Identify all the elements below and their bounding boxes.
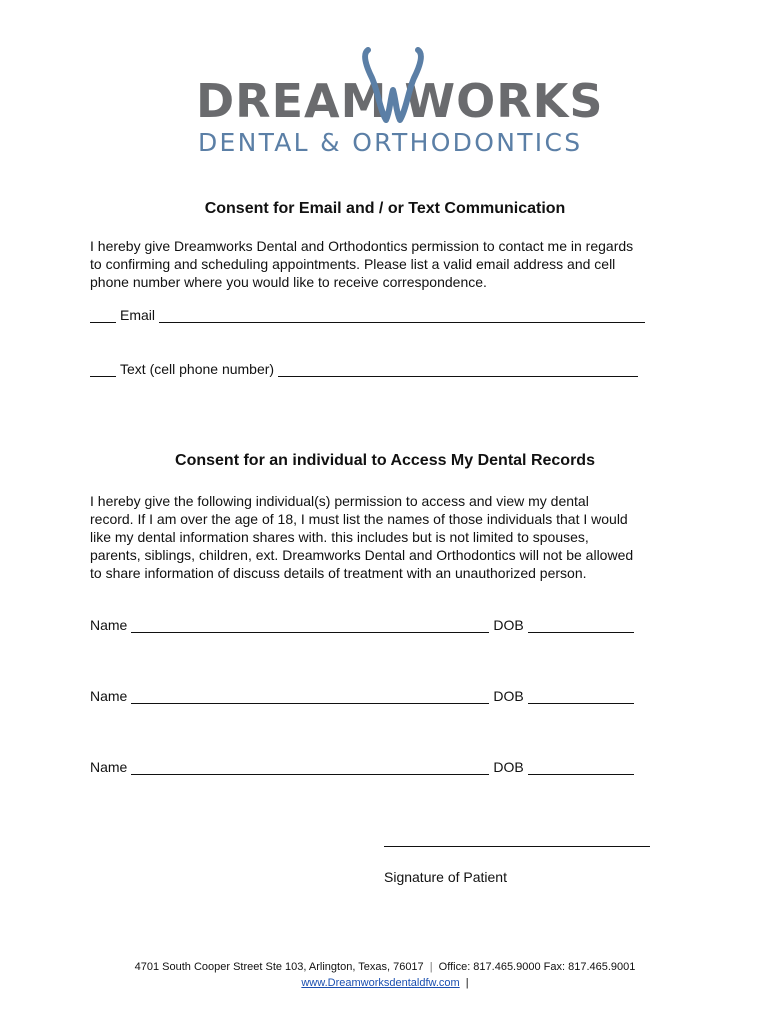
footer-address-line — [0, 961, 770, 973]
dob-label: DOB — [493, 688, 524, 704]
email-checkbox-blank[interactable] — [90, 308, 116, 323]
logo-wordmark: DREAM WORKS — [196, 74, 604, 128]
tooth-icon — [360, 44, 426, 124]
website-link[interactable]: www.Dreamworksdentaldfw.com — [301, 977, 460, 989]
signature-line[interactable] — [384, 846, 650, 847]
name-field[interactable] — [131, 689, 489, 704]
footer-trailing-separator: | — [465, 977, 469, 989]
email-row — [90, 307, 649, 323]
section2-line: parents, siblings, children, ext. Dreamworks Dental and Orthodontics will not be allowed — [90, 547, 634, 563]
logo-tagline: DENTAL & ORTHODONTICS — [198, 128, 583, 157]
section2-line: record. If I am over the age of 18, I must list the names of those individuals that I would — [90, 511, 628, 527]
email-label: Email — [120, 307, 156, 323]
dob-field[interactable] — [528, 618, 634, 633]
email-field[interactable] — [159, 308, 645, 323]
section2-line: to share information of discuss details of treatment with an unauthorized person. — [90, 565, 587, 581]
text-checkbox-blank[interactable] — [90, 362, 116, 377]
name-label: Name — [90, 759, 128, 775]
cell-phone-field[interactable] — [278, 362, 638, 377]
company-logo — [190, 40, 604, 160]
section2-line: like my dental information shares with. this includes but is not limited to spouses, — [90, 529, 589, 545]
name-label: Name — [90, 688, 128, 704]
footer-separator: | — [429, 961, 433, 973]
name-field[interactable] — [131, 760, 489, 775]
text-row — [90, 361, 642, 377]
footer-address: 4701 South Cooper Street Ste 103, Arlington, Texas, 76017 — [134, 961, 424, 973]
dob-field[interactable] — [528, 760, 634, 775]
footer-phones: Office: 817.465.9000 Fax: 817.465.9001 — [438, 961, 636, 973]
footer-website-line — [0, 977, 770, 989]
section1-paragraph — [90, 237, 690, 291]
name-field[interactable] — [131, 618, 489, 633]
name-dob-row — [90, 759, 638, 775]
section1-line: to confirming and scheduling appointments. Please list a valid email address and cell — [90, 256, 616, 272]
name-dob-row — [90, 688, 638, 704]
name-label: Name — [90, 617, 128, 633]
section1-title: Consent for Email and / or Text Communication — [204, 200, 566, 217]
section1-line: I hereby give Dreamworks Dental and Orthodontics permission to contact me in regards — [90, 238, 634, 254]
section1-line: phone number where you would like to receive correspondence. — [90, 274, 487, 290]
section2-title: Consent for an individual to Access My Dental Records — [175, 452, 595, 469]
section2-paragraph — [90, 492, 690, 582]
dob-label: DOB — [493, 759, 524, 775]
signature-label: Signature of Patient — [384, 869, 507, 885]
section2-line: I hereby give the following individual(s) permission to access and view my dental — [90, 493, 589, 509]
text-label: Text (cell phone number) — [120, 361, 275, 377]
dob-field[interactable] — [528, 689, 634, 704]
name-dob-row — [90, 617, 638, 633]
dob-label: DOB — [493, 617, 524, 633]
